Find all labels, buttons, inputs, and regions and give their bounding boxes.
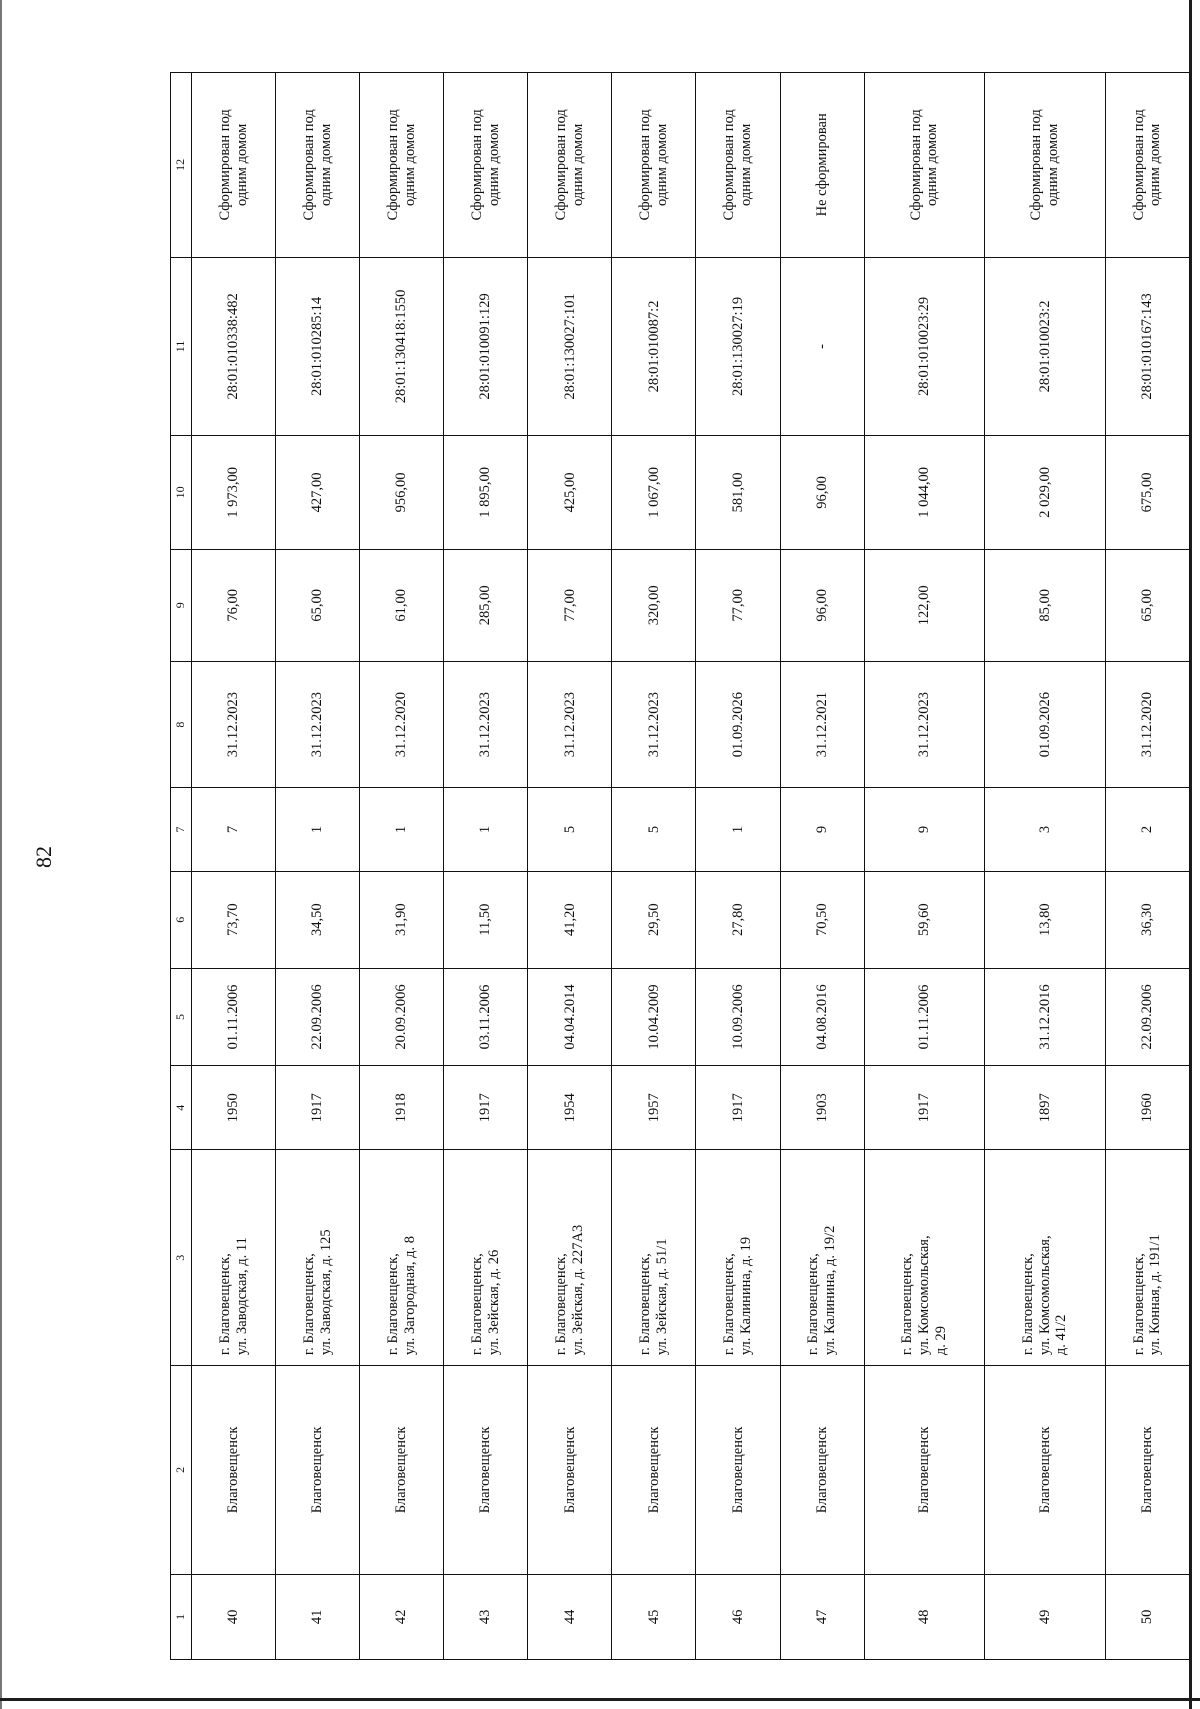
cell-cadastral-number: 28:01:130027:101 <box>528 257 612 436</box>
cell-cadastral-number: - <box>780 257 864 436</box>
cell-value-9: 77,00 <box>696 549 780 661</box>
cell-address: г. Благовещенск, ул. Комсомольская, д. 41/2 <box>985 1150 1106 1366</box>
column-header-6: 6 <box>171 871 192 968</box>
column-header-8: 8 <box>171 661 192 787</box>
cell-value-10: 2 029,00 <box>985 436 1106 549</box>
column-header-2: 2 <box>171 1366 192 1575</box>
cell-value-10: 956,00 <box>360 436 444 549</box>
cell-cadastral-number: 28:01:010091:129 <box>444 257 528 436</box>
cell-value-10: 96,00 <box>780 436 864 549</box>
cell-value-9: 65,00 <box>1105 549 1189 661</box>
cell-value-9: 65,00 <box>276 549 360 661</box>
cell-deadline: 31.12.2023 <box>276 661 360 787</box>
cell-row-number: 47 <box>780 1574 864 1659</box>
cell-area: 59,60 <box>864 871 985 968</box>
cell-value-9: 285,00 <box>444 549 528 661</box>
column-header-1: 1 <box>171 1574 192 1659</box>
cell-value-10: 427,00 <box>276 436 360 549</box>
cell-value-9: 85,00 <box>985 549 1106 661</box>
cell-land-status: Сформирован под одним домом <box>528 73 612 258</box>
table-container <box>170 72 1190 1660</box>
cell-area: 31,90 <box>360 871 444 968</box>
table-body <box>192 73 1190 1660</box>
cell-date: 04.08.2016 <box>780 968 864 1065</box>
cell-municipality: Благовещенск <box>444 1366 528 1575</box>
table-row <box>1105 73 1189 1660</box>
column-header-4: 4 <box>171 1066 192 1150</box>
cell-year-built: 1954 <box>528 1066 612 1150</box>
cell-address: г. Благовещенск, ул. Зейская, д. 26 <box>444 1150 528 1366</box>
table-row <box>612 73 696 1660</box>
cell-date: 10.04.2009 <box>612 968 696 1065</box>
column-header-7: 7 <box>171 788 192 871</box>
cell-land-status: Сформирован под одним домом <box>864 73 985 258</box>
table-row <box>444 73 528 1660</box>
cell-deadline: 31.12.2020 <box>360 661 444 787</box>
cell-row-number: 46 <box>696 1574 780 1659</box>
column-header-12: 12 <box>171 73 192 258</box>
header-row <box>171 73 192 1660</box>
cell-address: г. Благовещенск, ул. Калинина, д. 19/2 <box>780 1150 864 1366</box>
cell-area: 34,50 <box>276 871 360 968</box>
cell-row-number: 40 <box>192 1574 276 1659</box>
cell-cadastral-number: 28:01:010023:29 <box>864 257 985 436</box>
cell-value-10: 1 973,00 <box>192 436 276 549</box>
cell-deadline: 31.12.2023 <box>864 661 985 787</box>
cell-value-9: 320,00 <box>612 549 696 661</box>
cell-area: 73,70 <box>192 871 276 968</box>
cell-value-10: 1 895,00 <box>444 436 528 549</box>
cell-land-status: Сформирован под одним домом <box>696 73 780 258</box>
scan-bottom-edge <box>0 1698 1200 1701</box>
cell-cadastral-number: 28:01:130418:1550 <box>360 257 444 436</box>
cell-address: г. Благовещенск, ул. Зейская, д. 227А3 <box>528 1150 612 1366</box>
cell-cadastral-number: 28:01:010285:14 <box>276 257 360 436</box>
cell-cadastral-number: 28:01:010023:2 <box>985 257 1106 436</box>
cell-residents: 1 <box>276 788 360 871</box>
cell-row-number: 45 <box>612 1574 696 1659</box>
cell-value-9: 96,00 <box>780 549 864 661</box>
cell-municipality: Благовещенск <box>528 1366 612 1575</box>
cell-residents: 7 <box>192 788 276 871</box>
page-number: 82 <box>31 846 56 868</box>
cell-date: 01.11.2006 <box>864 968 985 1065</box>
cell-deadline: 31.12.2021 <box>780 661 864 787</box>
cell-municipality: Благовещенск <box>864 1366 985 1575</box>
column-header-5: 5 <box>171 968 192 1065</box>
table-row <box>192 73 276 1660</box>
cell-residents: 9 <box>864 788 985 871</box>
cell-cadastral-number: 28:01:010338:482 <box>192 257 276 436</box>
cell-residents: 1 <box>360 788 444 871</box>
cell-date: 01.11.2006 <box>192 968 276 1065</box>
column-header-10: 10 <box>171 436 192 549</box>
cell-residents: 1 <box>696 788 780 871</box>
cell-residents: 2 <box>1105 788 1189 871</box>
cell-value-9: 122,00 <box>864 549 985 661</box>
cell-address: г. Благовещенск, ул. Зейская, д. 51/1 <box>612 1150 696 1366</box>
cell-address: г. Благовещенск, ул. Заводская, д. 11 <box>192 1150 276 1366</box>
cell-value-9: 77,00 <box>528 549 612 661</box>
cell-row-number: 44 <box>528 1574 612 1659</box>
cell-area: 27,80 <box>696 871 780 968</box>
cell-year-built: 1918 <box>360 1066 444 1150</box>
cell-municipality: Благовещенск <box>360 1366 444 1575</box>
cell-year-built: 1917 <box>276 1066 360 1150</box>
cell-area: 13,80 <box>985 871 1106 968</box>
cell-value-9: 61,00 <box>360 549 444 661</box>
cell-deadline: 31.12.2023 <box>612 661 696 787</box>
cell-year-built: 1903 <box>780 1066 864 1150</box>
cell-row-number: 49 <box>985 1574 1106 1659</box>
cell-address: г. Благовещенск, ул. Комсомольская, д. 29 <box>864 1150 985 1366</box>
table-row <box>864 73 985 1660</box>
column-header-3: 3 <box>171 1150 192 1366</box>
cell-residents: 3 <box>985 788 1106 871</box>
cell-date: 20.09.2006 <box>360 968 444 1065</box>
cell-municipality: Благовещенск <box>276 1366 360 1575</box>
cell-deadline: 31.12.2023 <box>528 661 612 787</box>
column-header-9: 9 <box>171 549 192 661</box>
cell-row-number: 43 <box>444 1574 528 1659</box>
cell-deadline: 31.12.2023 <box>192 661 276 787</box>
scan-left-edge <box>0 0 2 1709</box>
cell-land-status: Сформирован под одним домом <box>612 73 696 258</box>
cell-value-10: 1 044,00 <box>864 436 985 549</box>
cell-municipality: Благовещенск <box>1105 1366 1189 1575</box>
column-header-11: 11 <box>171 257 192 436</box>
cell-land-status: Сформирован под одним домом <box>192 73 276 258</box>
cell-area: 11,50 <box>444 871 528 968</box>
cell-cadastral-number: 28:01:010087:2 <box>612 257 696 436</box>
housing-registry-table <box>170 72 1190 1660</box>
cell-residents: 5 <box>612 788 696 871</box>
cell-date: 10.09.2006 <box>696 968 780 1065</box>
cell-year-built: 1957 <box>612 1066 696 1150</box>
cell-date: 31.12.2016 <box>985 968 1106 1065</box>
cell-date: 04.04.2014 <box>528 968 612 1065</box>
cell-address: г. Благовещенск, ул. Конная, д. 191/1 <box>1105 1150 1189 1366</box>
cell-residents: 1 <box>444 788 528 871</box>
cell-cadastral-number: 28:01:010167:143 <box>1105 257 1189 436</box>
cell-year-built: 1960 <box>1105 1066 1189 1150</box>
cell-land-status: Сформирован под одним домом <box>276 73 360 258</box>
table-row <box>985 73 1106 1660</box>
cell-year-built: 1897 <box>985 1066 1106 1150</box>
cell-year-built: 1917 <box>864 1066 985 1150</box>
cell-address: г. Благовещенск, ул. Загородная, д. 8 <box>360 1150 444 1366</box>
cell-year-built: 1917 <box>444 1066 528 1150</box>
cell-area: 29,50 <box>612 871 696 968</box>
cell-area: 41,20 <box>528 871 612 968</box>
table-row <box>276 73 360 1660</box>
cell-deadline: 01.09.2026 <box>696 661 780 787</box>
cell-value-9: 76,00 <box>192 549 276 661</box>
cell-year-built: 1950 <box>192 1066 276 1150</box>
cell-row-number: 50 <box>1105 1574 1189 1659</box>
cell-municipality: Благовещенск <box>192 1366 276 1575</box>
cell-area: 36,30 <box>1105 871 1189 968</box>
cell-cadastral-number: 28:01:130027:19 <box>696 257 780 436</box>
table-row <box>780 73 864 1660</box>
cell-row-number: 48 <box>864 1574 985 1659</box>
cell-deadline: 31.12.2023 <box>444 661 528 787</box>
cell-date: 03.11.2006 <box>444 968 528 1065</box>
cell-row-number: 42 <box>360 1574 444 1659</box>
cell-land-status: Сформирован под одним домом <box>360 73 444 258</box>
cell-municipality: Благовещенск <box>696 1366 780 1575</box>
cell-deadline: 31.12.2020 <box>1105 661 1189 787</box>
table-row <box>360 73 444 1660</box>
cell-date: 22.09.2006 <box>1105 968 1189 1065</box>
cell-value-10: 425,00 <box>528 436 612 549</box>
cell-land-status: Сформирован под одним домом <box>985 73 1106 258</box>
cell-address: г. Благовещенск, ул. Калинина, д. 19 <box>696 1150 780 1366</box>
cell-value-10: 675,00 <box>1105 436 1189 549</box>
cell-land-status: Сформирован под одним домом <box>1105 73 1189 258</box>
cell-deadline: 01.09.2026 <box>985 661 1106 787</box>
cell-value-10: 581,00 <box>696 436 780 549</box>
cell-municipality: Благовещенск <box>612 1366 696 1575</box>
cell-area: 70,50 <box>780 871 864 968</box>
cell-land-status: Не сформирован <box>780 73 864 258</box>
cell-row-number: 41 <box>276 1574 360 1659</box>
cell-municipality: Благовещенск <box>985 1366 1106 1575</box>
cell-address: г. Благовещенск, ул. Заводская, д. 125 <box>276 1150 360 1366</box>
cell-year-built: 1917 <box>696 1066 780 1150</box>
cell-residents: 9 <box>780 788 864 871</box>
cell-value-10: 1 067,00 <box>612 436 696 549</box>
cell-land-status: Сформирован под одним домом <box>444 73 528 258</box>
table-row <box>696 73 780 1660</box>
cell-date: 22.09.2006 <box>276 968 360 1065</box>
table-row <box>528 73 612 1660</box>
cell-residents: 5 <box>528 788 612 871</box>
cell-municipality: Благовещенск <box>780 1366 864 1575</box>
